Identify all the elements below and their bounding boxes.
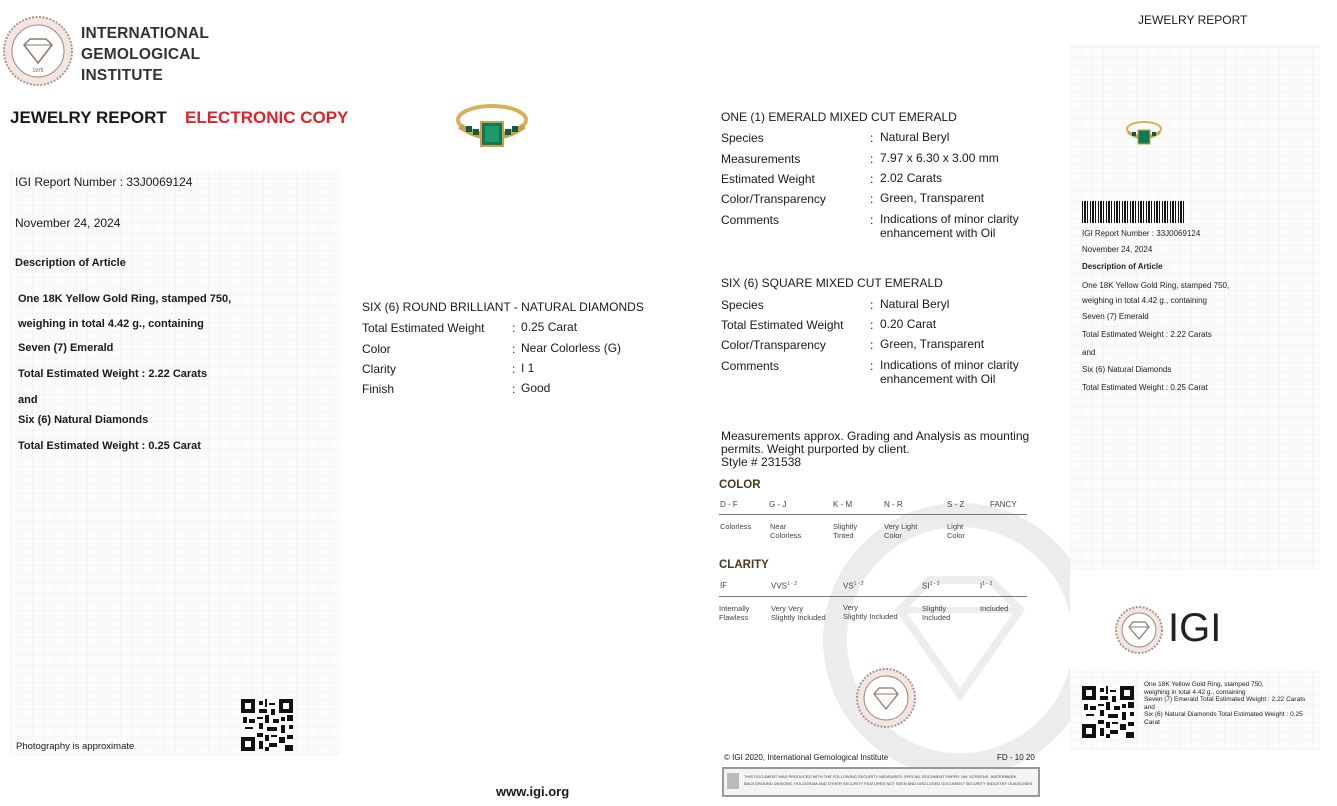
clarity-desc: Very Slightly Included <box>843 603 898 621</box>
color-desc: Slightly Tinted <box>833 522 858 540</box>
document-icon <box>727 773 739 789</box>
clarity-grade: SI$^{1 - 2}$ <box>922 581 940 591</box>
clarity-scale-divider <box>719 596 1027 597</box>
emerald-row-value: 2.02 Carats <box>880 171 943 185</box>
security-line: THIS DOCUMENT WAS PRODUCED WITH THE FOLLOWING SECURITY MEASURES: SPECIAL DOCUMENT PAPER, INK SCREENS, WATERMARK <box>744 774 1017 779</box>
emerald-row-value: Green, Transparent <box>880 191 985 205</box>
photography-note: Photography is approximate <box>16 741 135 752</box>
desc-line: Six (6) Natural Diamonds <box>18 414 149 426</box>
diamond-row-value: I 1 <box>521 361 535 375</box>
org-line-2: GEMOLOGICAL <box>81 46 201 63</box>
colon: : <box>870 213 874 227</box>
right-date: November 24, 2024 <box>1082 245 1153 254</box>
color-desc: Light Color <box>947 522 965 540</box>
right-desc-line: One 18K Yellow Gold Ring, stamped 750, <box>1082 281 1230 290</box>
diamond-row-label: Total Estimated Weight <box>362 321 485 335</box>
notes-line: Measurements approx. Grading and Analysis as mounting <box>721 429 1030 443</box>
colon: : <box>870 152 874 166</box>
emerald-row-label: Measurements <box>721 152 801 166</box>
summary-line: Six (6) Natural Diamonds Total Estimated Weight : 0.25 <box>1144 711 1303 718</box>
right-bottom-summary <box>1144 681 1305 726</box>
color-grade: S - Z <box>947 500 965 509</box>
color-desc: Colorless <box>720 522 752 531</box>
clarity-desc: Included <box>980 604 1009 613</box>
seal-year: 1975 <box>32 68 44 74</box>
color-grade: D - F <box>720 500 738 509</box>
colon: : <box>512 382 516 396</box>
right-desc-line: and <box>1082 348 1096 357</box>
diamond-row-label: Clarity <box>362 362 397 376</box>
color-grade: FANCY <box>990 500 1017 509</box>
summary-line: One 18K Yellow Gold Ring, stamped 750, <box>1144 681 1264 688</box>
copyright-text: © IGI 2020, International Gemological Institute <box>724 753 889 762</box>
diamond-row-value: Good <box>521 381 551 395</box>
colon: : <box>870 131 874 145</box>
clarity-grade: VVS$^{1 - 2}$ <box>771 581 798 591</box>
diamond-row-value: Near Colorless (G) <box>521 341 622 355</box>
form-code: FD - 10 20 <box>997 753 1035 762</box>
summary-line: and <box>1144 703 1155 711</box>
right-report-header: JEWELRY REPORT <box>1138 13 1248 27</box>
right-desc-line: Seven (7) Emerald <box>1082 312 1149 321</box>
diamond-row-label: Finish <box>362 382 395 396</box>
report-title: JEWELRY REPORT <box>10 108 167 127</box>
color-scale-divider <box>719 514 1027 515</box>
summary-line: Carat <box>1144 718 1160 726</box>
diamond-row-label: Color <box>362 342 391 356</box>
igi-seal-logo <box>2 15 74 87</box>
emerald-row-label: Species <box>721 131 764 145</box>
emerald-row-label: Estimated Weight <box>721 172 815 186</box>
main-emerald-heading: ONE (1) EMERALD MIXED CUT EMERALD <box>721 110 957 124</box>
color-desc: Very Light Color <box>884 522 918 540</box>
security-notice-box <box>722 767 1040 797</box>
color-desc: Near Colorless <box>770 522 802 540</box>
emerald-row-label: Comments <box>721 359 780 373</box>
colon: : <box>870 172 874 186</box>
side-emerald-heading: SIX (6) SQUARE MIXED CUT EMERALD <box>721 276 943 290</box>
ring-photo <box>452 100 532 158</box>
colon: : <box>870 338 874 352</box>
clarity-desc: Internally Flawless <box>719 604 750 622</box>
right-desc-line: weighing in total 4.42 g., containing <box>1082 296 1207 305</box>
colon: : <box>512 321 516 335</box>
website-link[interactable]: www.igi.org <box>496 784 570 799</box>
desc-line: Total Estimated Weight : 0.25 Carat <box>18 440 201 452</box>
emerald-row-value: Natural Beryl <box>880 297 950 311</box>
desc-line: One 18K Yellow Gold Ring, stamped 750, <box>18 293 232 305</box>
summary-line: weighing in total 4.42 g., containing <box>1144 688 1246 696</box>
clarity-scale-title: CLARITY <box>719 559 769 571</box>
emerald-row-label: Comments <box>721 213 780 227</box>
color-grade: N - R <box>884 500 903 509</box>
emerald-row-value-cont: enhancement with Oil <box>880 226 996 240</box>
colon: : <box>512 342 516 356</box>
clarity-grade: $I^{1 - 2}$ <box>980 581 993 591</box>
colon: : <box>512 362 516 376</box>
org-line-3: INSTITUTE <box>81 67 163 84</box>
electronic-copy-label: ELECTRONIC COPY <box>185 108 349 127</box>
diamond-row-value: 0.25 Carat <box>521 320 578 334</box>
colon: : <box>870 192 874 206</box>
right-desc-line: Total Estimated Weight : 0.25 Carat <box>1082 383 1208 392</box>
right-desc-line: Six (6) Natural Diamonds <box>1082 365 1172 374</box>
right-desc-heading: Description of Article <box>1082 262 1163 271</box>
igi-logo-seal <box>1114 605 1164 655</box>
desc-line: and <box>18 394 38 406</box>
qr-code[interactable] <box>241 699 293 751</box>
clarity-desc: Slightly Included <box>922 604 951 622</box>
security-line: BACKGROUND DESIGNS, HOLOGRAM AND OTHER SECURITY FEATURES NOT SEEN AND DISCLOSED DOCUMENT SECURITY INDUSTRY GUIDELINES <box>744 781 1033 786</box>
emerald-row-value-cont: enhancement with Oil <box>880 372 996 386</box>
color-grade: G - J <box>769 500 787 509</box>
report-number: IGI Report Number : 33J0069124 <box>15 175 193 189</box>
clarity-grade: VS$^{1 - 2}$ <box>843 581 864 591</box>
desc-line: Total Estimated Weight : 2.22 Carats <box>18 368 208 380</box>
emerald-row-value: 0.20 Carat <box>880 317 937 331</box>
igi-logo-text: IGI <box>1168 606 1222 650</box>
colon: : <box>870 359 874 373</box>
clarity-grade: IF <box>720 581 728 590</box>
style-number: Style # 231538 <box>721 455 802 469</box>
igi-seal-small <box>855 667 917 729</box>
barcode <box>1082 201 1184 223</box>
ring-thumbnail <box>1124 118 1164 152</box>
org-name <box>81 23 209 86</box>
desc-line: Seven (7) Emerald <box>18 342 114 354</box>
color-grade: K - M <box>833 500 853 509</box>
diamonds-heading: SIX (6) ROUND BRILLIANT - NATURAL DIAMONDS <box>362 300 644 314</box>
emerald-row-value: 7.97 x 6.30 x 3.00 mm <box>880 151 999 165</box>
right-panel-background <box>1070 45 1320 570</box>
org-line-1: INTERNATIONAL <box>81 25 210 42</box>
report-date: November 24, 2024 <box>15 216 121 230</box>
emerald-row-value: Natural Beryl <box>880 130 950 144</box>
emerald-row-label: Total Estimated Weight <box>721 318 844 332</box>
emerald-row-value: Indications of minor clarity <box>880 358 1019 372</box>
emerald-row-label: Color/Transparency <box>721 192 826 206</box>
notes-line: permits. Weight purported by client. <box>721 442 910 456</box>
desc-line: weighing in total 4.42 g., containing <box>18 318 204 330</box>
right-desc-line: Total Estimated Weight : 2.22 Carats <box>1082 330 1212 339</box>
summary-line: Seven (7) Emerald Total Estimated Weight : 2.22 Carats <box>1144 696 1306 703</box>
colon: : <box>870 298 874 312</box>
emerald-row-label: Color/Transparency <box>721 338 826 352</box>
colon: : <box>870 318 874 332</box>
description-heading: Description of Article <box>15 257 126 269</box>
clarity-desc: Very Very Slightly Included <box>771 604 826 622</box>
color-scale-title: COLOR <box>719 479 761 491</box>
emerald-row-label: Species <box>721 298 764 312</box>
emerald-row-value: Indications of minor clarity <box>880 212 1019 226</box>
grading-notes <box>721 430 1029 469</box>
right-report-number: IGI Report Number : 33J0069124 <box>1082 229 1201 238</box>
emerald-row-value: Green, Transparent <box>880 337 985 351</box>
right-qr-code[interactable] <box>1082 686 1134 738</box>
